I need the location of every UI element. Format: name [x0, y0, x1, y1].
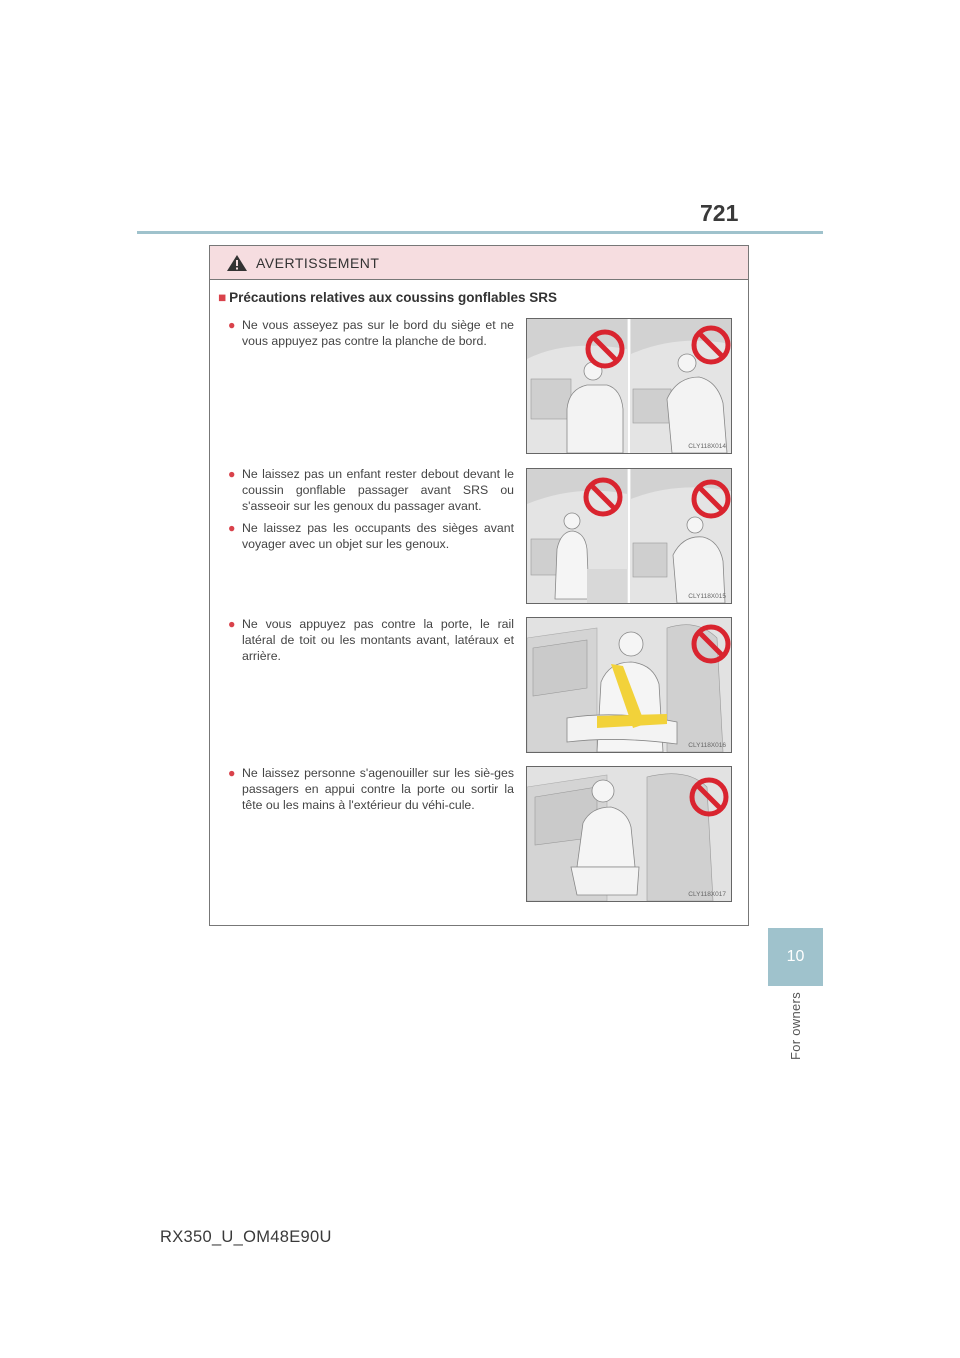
square-bullet-icon: ■	[218, 290, 227, 305]
list-item-text: Ne vous appuyez pas contre la porte, le rail latéral de toit ou les montants avant, latéraux et arrière.	[242, 617, 514, 663]
page-number: 721	[700, 200, 739, 226]
chapter-label-text: For owners	[788, 992, 803, 1061]
chapter-number: 10	[786, 948, 805, 965]
section-heading-text: Précautions relatives aux coussins gonflables SRS	[229, 290, 558, 305]
header-rule	[137, 231, 823, 234]
list-item-text: Ne laissez personne s'agenouiller sur les siè-ges passagers en appui contre la porte ou sortir la tête ou les mains à l'extérieur du véhi-cule.	[242, 766, 514, 812]
illustration-leaning-door	[526, 617, 732, 753]
bullet-dot-icon: ●	[228, 467, 236, 481]
figure-code: CLY118X015	[688, 593, 726, 600]
warning-triangle-icon	[226, 254, 248, 272]
list-item-text: Ne laissez pas un enfant rester debout devant le coussin gonflable passager avant SRS ou s'asseoir sur les genoux du passager avant.	[242, 467, 514, 513]
bullet-dot-icon: ●	[228, 617, 236, 631]
figure-code: CLY118X014	[688, 443, 726, 450]
list-item	[228, 616, 514, 664]
warning-title: AVERTISSEMENT	[256, 254, 380, 271]
bullet-dot-icon: ●	[228, 766, 236, 780]
figure-code: CLY118X017	[688, 891, 726, 898]
list-item	[228, 765, 514, 813]
chapter-label	[768, 992, 823, 1072]
bullet-dot-icon: ●	[228, 318, 236, 332]
warning-header	[210, 246, 748, 280]
list-item	[228, 317, 514, 349]
illustration-child-airbag	[526, 468, 732, 604]
figure-code: CLY118X016	[688, 742, 726, 749]
bullet-dot-icon: ●	[228, 521, 236, 535]
list-item-text: Ne vous asseyez pas sur le bord du siège et ne vous appuyez pas contre la planche de bord.	[242, 318, 514, 348]
list-item	[228, 520, 514, 552]
footer-code: RX350_U_OM48E90U	[160, 1228, 332, 1246]
chapter-tab	[768, 928, 823, 986]
illustration-kneeling-seat	[526, 766, 732, 902]
list-item	[228, 466, 514, 514]
section-heading	[218, 290, 557, 305]
list-item-text: Ne laissez pas les occupants des sièges avant voyager avec un objet sur les genoux.	[242, 521, 514, 551]
illustration-edge-of-seat	[526, 318, 732, 454]
warning-box	[209, 245, 749, 926]
